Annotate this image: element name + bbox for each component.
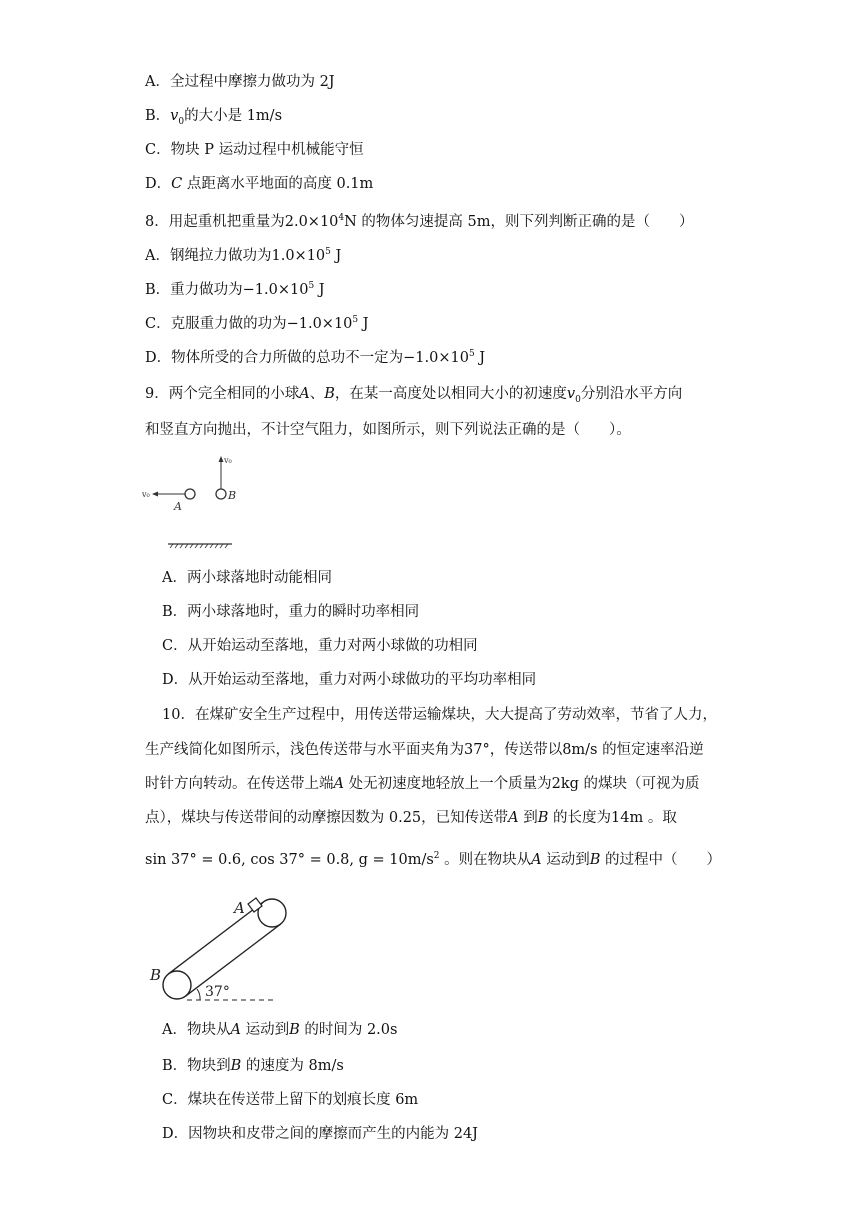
q8-option-c: C．克服重力做的功为$-1.0\times 10^5$ J — [145, 315, 369, 332]
fig-v0-left: v₀ — [142, 490, 150, 499]
ball-a — [185, 489, 195, 499]
q10-stem-line-2: 生产线简化如图所示，浅色传送带与水平面夹角为37°，传送带以8m/s 的恒定速率沿逆 — [145, 742, 704, 758]
fig-label-a: A — [174, 500, 182, 513]
q9-stem-line-1: 9．两个完全相同的小球A、B，在某一高度处以相同大小的初速度$v_0$分别沿水平方向 — [145, 386, 683, 405]
fig-angle-label: 37° — [205, 984, 230, 1000]
q7-option-b: B．$v_0$的大小是 1m/s — [145, 108, 283, 127]
q9-stem-line-2: 和竖直方向抛出，不计空气阻力，如图所示，则下列说法正确的是（ ）。 — [145, 422, 631, 438]
q8-option-d: D．物体所受的合力所做的总功不一定为$-1.0\times 10^5$ J — [145, 349, 486, 366]
q10-stem-line-1: 10．在煤矿安全生产过程中，用传送带运输煤块，大大提高了劳动效率，节省了人力， — [162, 707, 717, 723]
q10-option-d: D．因物块和皮带之间的摩擦而产生的内能为 24J — [162, 1126, 478, 1142]
q9-option-b: B．两小球落地时，重力的瞬时功率相同 — [162, 604, 420, 620]
q7-option-a: A．全过程中摩擦力做功为 2J — [145, 74, 335, 90]
q10-option-a: A．物块从A 运动到B 的时间为 2.0s — [162, 1022, 398, 1038]
q9-figure — [140, 452, 250, 552]
q10-stem-line-5: sin 37° = 0.6, cos 37° = 0.8, $g = 10m/s^2$ 。则在物块从A 运动到B 的过程中（ ） — [145, 851, 721, 868]
q8-option-a: A．钢绳拉力做功为$1.0\times 10^5$ J — [145, 247, 342, 264]
q9-option-c: C．从开始运动至落地，重力对两小球做的功相同 — [162, 638, 478, 654]
q7-option-d: D．C 点距离水平地面的高度 0.1m — [145, 176, 374, 192]
fig-label-b: B — [150, 966, 162, 984]
q7-option-c: C．物块 P 运动过程中机械能守恒 — [145, 142, 364, 158]
coal-block — [248, 898, 262, 912]
q10-stem-line-4: 点），煤块与传送带间的动摩擦因数为 0.25，已知传送带A 到B 的长度为14m 。取 — [145, 810, 677, 826]
belt-top — [169, 902, 264, 974]
q9-option-d: D．从开始运动至落地，重力对两小球做功的平均功率相同 — [162, 672, 537, 688]
q8-option-b: B．重力做功为$-1.0\times 10^5$ J — [145, 281, 325, 298]
belt-bottom — [186, 924, 281, 996]
ball-b — [216, 489, 226, 499]
q9-option-a: A．两小球落地时动能相同 — [162, 570, 332, 586]
fig-v0-up: v₀ — [224, 456, 232, 465]
fig-label-b: B — [228, 489, 237, 502]
q10-conveyor-figure — [145, 882, 285, 1006]
fig-label-a: A — [234, 899, 245, 917]
q10-option-c: C．煤块在传送带上留下的划痕长度 6m — [162, 1092, 419, 1108]
q10-option-b: B．物块到B 的速度为 8m/s — [162, 1058, 344, 1074]
q10-stem-line-3: 时针方向转动。在传送带上端A 处无初速度地轻放上一个质量为2kg 的煤块（可视为质 — [145, 776, 700, 792]
q8-stem: 8．用起重机把重量为$2.0\times 10^4N$ 的物体匀速提高 5m，则下列判断正确的是（ ） — [145, 213, 694, 230]
